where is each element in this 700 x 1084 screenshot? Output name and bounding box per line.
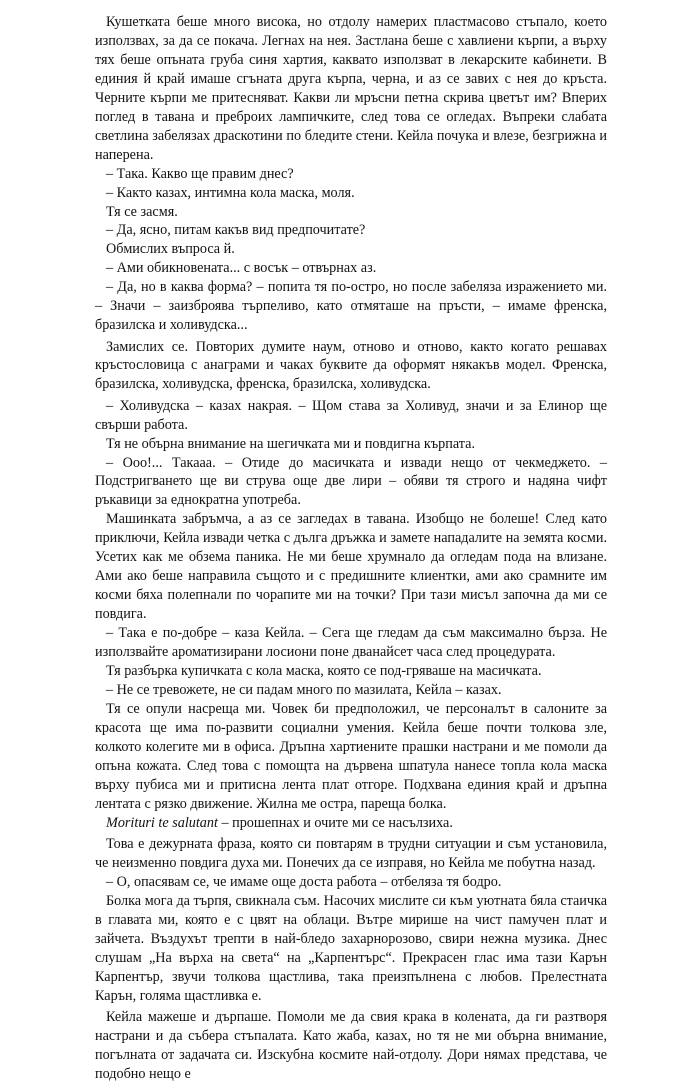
paragraph: Това е дежурната фраза, която си повтарям в трудни ситуации и съм установила, че неизменно повдига духа ми. Понечих да се изправя, но Кейла ме побутна назад.: [95, 835, 607, 871]
dialogue-line: – Холивудска – казах накрая. – Щом става за Холивуд, значи и за Елинор ще свърши работа.: [95, 397, 607, 433]
dialogue-line: – О, опасявам се, че имаме още доста работа – отбеляза тя бодро.: [106, 873, 502, 890]
dialogue-line: [95, 814, 607, 833]
dialogue-line: – Да, но в каква форма? – попита тя по-остро, но после забеляза изражението ми. – Значи – заизброява търпеливо, като отмяташе на пръсти, – имаме френска, бразилска и холивудска...: [95, 279, 607, 334]
paragraph: Болка мога да търпя, свикнала съм. Насочих мислите си към уютната бяла стаичка в главата ми, която е с цвят на облаци. Вътре мирише на чист памучен плат и зайчета. Въздухът трепти в най-бледо захарнорозово, свири нежна музика. Днес слушам „На върха на света“ на „Карпентърс“. Прекрасен глас има тази Карън Карпентър, звучи толкова щастлива, така преизпълнена с любов. Прелестната Карън, голяма щастливка е.: [95, 892, 607, 1004]
paragraph: Машинката забръмча, а аз се загледах в тавана. Изобщо не болеше! След като приключи, Кейла извади четка с дълга дръжка и замете нападалите на земята косми. Усетих как ме обзема паника. Не ми беше хрумнало да огледам пода на влизане. Ами ако беше направила същото и с предишните клиентки, ами ако срамните им косми бяха полепнали по чорапите ми на точки? При тази мисъл започна да ми се повдига.: [95, 511, 607, 623]
paragraph: Тя разбърка купичката с кола маска, която се под-гряваше на масичката.: [106, 663, 542, 679]
paragraph: Тя не обърна внимание на шегичката ми и повдигна кърпата.: [106, 435, 475, 452]
dialogue-line: – Ооо!... Такааа. – Отиде до масичката и извади нещо от чекмеджето. – Подстригването ще ви струва още две лири – обяви тя строго и надяна чифт ръкавици за еднократна употреба.: [95, 454, 607, 509]
dialogue-line: – Не се тревожете, не си падам много по мазилата, Кейла – казах.: [106, 681, 502, 698]
latin-phrase: Morituri te salutant: [106, 814, 218, 831]
paragraph: Кейла мажеше и дърпаше. Помоли ме да свия крака в колената, да ги разтворя настрани и да събера стъпалата. Като жаба, казах, но тя не ми обърна внимание, погълната от задачата си. Изскубна космите най-отдолу. Дори нямах представа, че подобно нещо е: [95, 1008, 607, 1082]
dialogue-line: – Така е по-добре – каза Кейла. – Сега ще гледам да съм максимално бърза. Не използвайте ароматизирани лосиони поне дванайсет часа след процедурата.: [95, 625, 607, 661]
dialogue-line: – Да, ясно, питам какъв вид предпочитате?: [106, 222, 366, 239]
dialogue-line: – Ами обикновената... с восък – отвърнах аз.: [106, 260, 377, 277]
dialogue-line: – Както казах, интимна кола маска, моля.: [106, 184, 355, 201]
paragraph: Обмислих въпроса й.: [106, 241, 235, 258]
paragraph: Кушетката беше много висока, но отдолу намерих пластмасово стъпало, което използвах, за да се покача. Легнах на нея. Застлана беше с хавлиени кърпи, а върху тях беше опъната груба синя хартия, каквато използват в лекарските кабинети. В единия й край имаше сгъната друга кърпа, черна, и аз се завих с нея до кръста. Черните кърпи ме притесняват. Какви ли мръсни петна скрива цветът им? Вперих поглед в тавана и преброих лампичките, след това се огледах. Въпреки слабата светлина забелязах драскотини по бледите стени. Кейла почука и влезе, безгрижна и наперена.: [95, 14, 607, 163]
paragraph: Замислих се. Повторих думите наум, отново и отново, както когато решавах кръстословица с анаграми и чаках буквите да оформят някакъв модел. Френска, бразилска, холивудска, френска, бразилска, холивудска.: [95, 338, 607, 393]
paragraph: Тя се засмя.: [106, 203, 178, 220]
dialogue-line: – Така. Какво ще правим днес?: [106, 165, 294, 182]
paragraph: Тя се опули насреща ми. Човек би предположил, че персоналът в салоните за красота ще има по-развити социални умения. Кейла беше почти толкова зле, колкото колегите ми в офиса. Дръпна хартиените прашки настрани и ме помоли да опъна кожата. След това с помощта на дървена шпатула нанесе топла кола маска върху пубиса ми и притисна лента плат отгоре. Подхвана единия край и дръпна лентата с рязко движение. Жилна ме остра, пареща болка.: [95, 700, 607, 812]
dialogue-line-rest: – прошепнах и очите ми се насълзиха.: [217, 814, 453, 831]
